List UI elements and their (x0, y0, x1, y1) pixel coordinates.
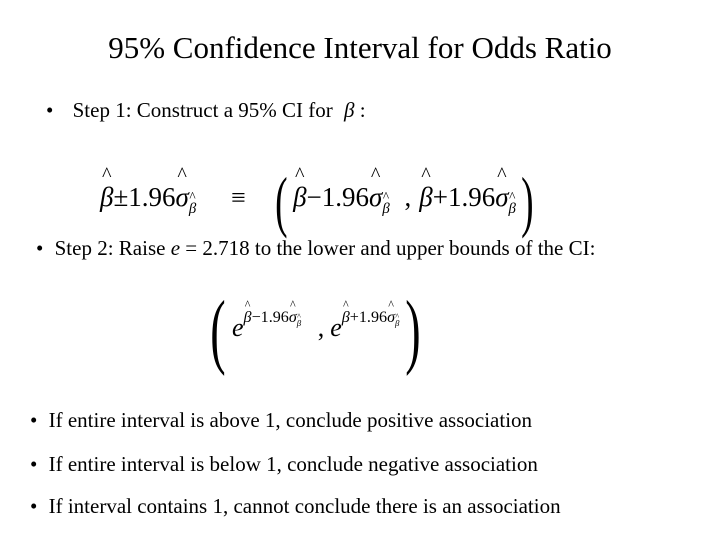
conclusion-text: If interval contains 1, cannot conclude there is an association (48, 494, 561, 518)
beta-hat-exp-lower: ^ β (244, 309, 252, 327)
conclusion-text: If entire interval is below 1, conclude negative association (48, 452, 538, 476)
open-paren-2: ( (210, 284, 226, 377)
beta-symbol: β (344, 98, 355, 122)
interval-comma: , (404, 182, 412, 212)
step1-colon: : (359, 98, 366, 122)
sigma-subscript-upper: ^ β (509, 201, 516, 218)
sigma-sub-exp-lower: ^ β (297, 318, 301, 328)
equiv-symbol: ≡ (231, 183, 246, 212)
sigma-hat-exp-upper: ^ σ (387, 309, 395, 327)
step2-line (36, 236, 595, 261)
open-paren: ( (275, 163, 288, 239)
slide-title: 95% Confidence Interval for Odds Ratio (108, 30, 612, 65)
exp-lower (243, 309, 302, 329)
step2-text-after: = 2.718 to the lower and upper bounds of the CI: (185, 236, 596, 260)
exp-base-upper: e (330, 313, 342, 342)
sigma-subscript-beta: ^ β (189, 201, 196, 218)
minus-196: −1.96 (306, 182, 370, 212)
sigma-hat-lower: ^ σ (369, 182, 382, 213)
exp-plus: +1.96 (349, 309, 388, 327)
formula-1 (100, 162, 539, 241)
exp-minus: −1.96 (251, 309, 289, 327)
plus-196: +1.96 (432, 182, 496, 212)
close-paren-2: ) (405, 284, 422, 377)
bullet: • (30, 494, 38, 518)
bullet: • (36, 236, 44, 260)
bullet: • (30, 408, 38, 432)
step1-line (46, 98, 366, 123)
conclusion-none (30, 494, 561, 519)
beta-hat-exp-upper: ^ β (342, 309, 350, 327)
interval-comma-2: , (317, 313, 325, 342)
sigma-hat-exp-lower: ^ σ (289, 309, 297, 327)
step1-text: Step 1: Construct a 95% CI for (72, 98, 333, 122)
beta-hat: ^ β (100, 182, 113, 213)
beta-hat-lower: ^ β (293, 182, 306, 213)
beta-hat-upper: ^ β (419, 182, 432, 213)
close-paren: ) (521, 163, 534, 239)
pm-196: ±1.96 (113, 182, 176, 212)
step2-text-before: Step 2: Raise (54, 236, 166, 260)
bullet: • (30, 452, 38, 476)
sigma-sub-exp-upper: ^ β (395, 318, 399, 328)
formula-2 (204, 282, 427, 379)
exp-base-lower: e (231, 313, 244, 342)
conclusion-text: If entire interval is above 1, conclude positive association (48, 408, 533, 432)
conclusion-positive (30, 408, 532, 433)
e-symbol: e (170, 236, 181, 260)
sigma-subscript-lower: ^ β (382, 201, 389, 218)
sigma-hat-upper: ^ σ (495, 182, 508, 213)
exp-upper (341, 309, 400, 329)
bullet: • (46, 98, 54, 122)
conclusion-negative (30, 452, 538, 477)
sigma-hat: ^ σ (176, 182, 189, 213)
